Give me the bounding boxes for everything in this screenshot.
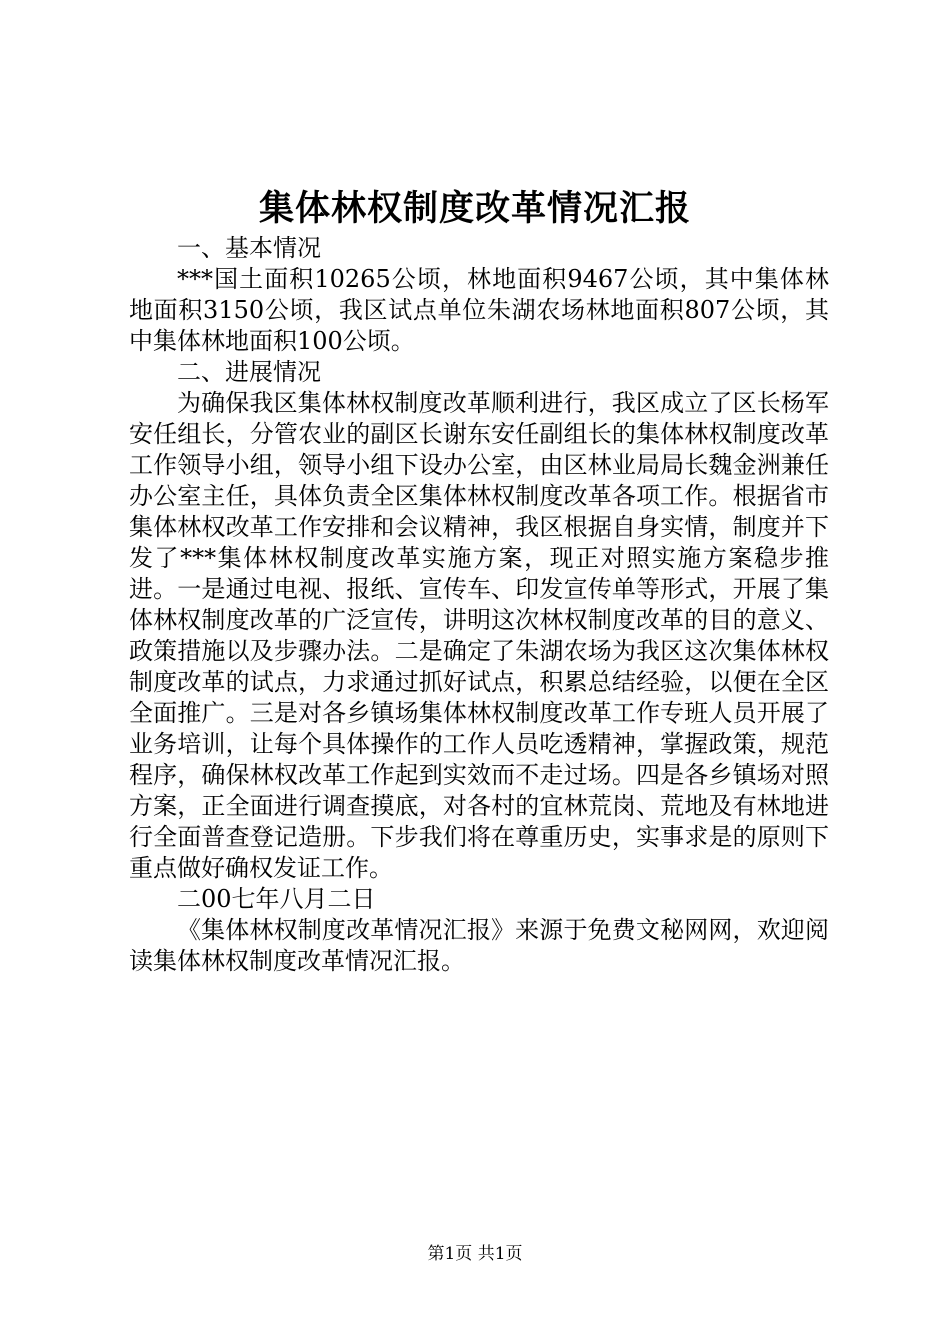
paragraph-progress: 为确保我区集体林权制度改革顺利进行，我区成立了区长杨军安任组长，分管农业的副区长谢东安任副组长的集体林权制度改革工作领导小组，领导小组下设办公室，由区林业局局长魏金洲兼任办公室主任，具体负责全区集体林权制度改革各项工作。根据省市集体林权改革工作安排和会议精神，我区根据自身实情，制度并下发了***集体林权制度改革实施方案，现正对照实施方案稳步推进。一是通过电视、报纸、宣传车、印发宣传单等形式，开展了集体林权制度改革的广泛宣传，讲明这次林权制度改革的目的意义、政策措施以及步骤办法。二是确定了朱湖农场为我区这次集体林权制度改革的试点，力求通过抓好试点，积累总结经验，以便在全区全面推广。三是对各乡镇场集体林权制度改革工作专班人员开展了业务培训，让每个具体操作的工作人员吃透精神，掌握政策，规范程序，确保林权改革工作起到实效而不走过场。四是各乡镇场对照方案，正全面进行调查摸底，对各村的宜林荒岗、荒地及有林地进行全面普查登记造册。下步我们将在尊重历史，实事求是的原则下重点做好确权发证工作。: [129, 389, 829, 882]
document-date: 二00七年八月二日: [177, 885, 376, 913]
page-number: 第1页 共1页: [427, 1244, 523, 1264]
document-title: 集体林权制度改革情况汇报: [258, 188, 691, 229]
section-heading-basic: 一、基本情况: [177, 234, 321, 262]
source-note: 《集体林权制度改革情况汇报》来源于免费文秘网网，欢迎阅读集体林权制度改革情况汇报。: [129, 916, 829, 975]
document-body: [129, 233, 829, 977]
paragraph-basic-info: ***国土面积10265公顷，林地面积9467公顷，其中集体林地面积3150公顷，我区试点单位朱湖农场林地面积807公顷，其中集体林地面积100公顷。: [129, 265, 829, 355]
section-heading-progress: 二、进展情况: [177, 358, 321, 386]
